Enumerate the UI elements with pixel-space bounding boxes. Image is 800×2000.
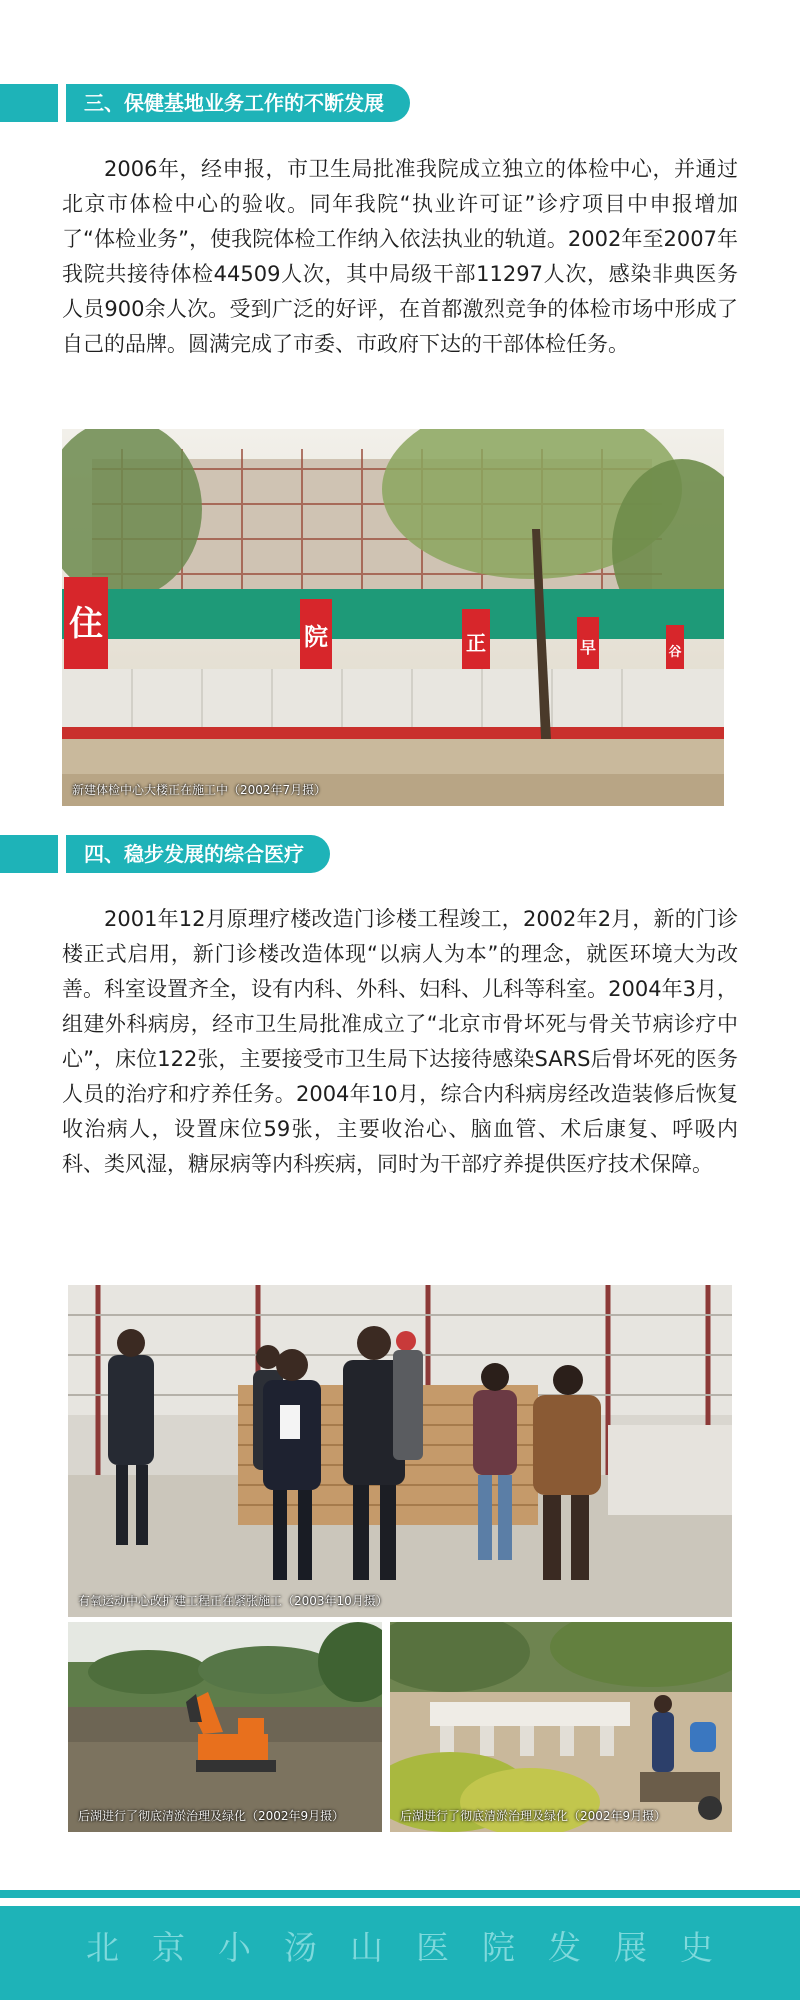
lake-greening-photo <box>390 1622 732 1832</box>
inspection-photo-caption: 有氧运动中心改扩建工程正在紧张施工（2003年10月摄） <box>78 1594 388 1608</box>
section-3-title: 三、保健基地业务工作的不断发展 <box>66 84 410 122</box>
inspection-photo <box>68 1285 732 1617</box>
section-3-header <box>0 84 476 122</box>
lake-greening-photo-caption: 后湖进行了彻底清淤治理及绿化（2002年9月摄） <box>400 1809 667 1823</box>
banner-char-5: 谷 <box>668 645 682 660</box>
section-4-paragraph <box>62 902 738 1182</box>
section-3-text: 2006年，经申报，市卫生局批准我院成立独立的体检中心，并通过北京市体检中心的验收。同年我院“执业许可证”诊疗项目中申报增加了“体检业务”，使我院体检工作纳入依法执业的轨道。2002年至2007年我院共接待体检44509人次，其中局级干部11297人次，感染非典医务人员900余人次。受到广泛的好评，在首都激烈竞争的体检市场中形成了自己的品牌。圆满完成了市委、市政府下达的干部体检任务。 <box>62 157 738 356</box>
section-4-header <box>0 835 476 873</box>
footer-divider <box>0 1890 800 1898</box>
banner-char-2: 院 <box>304 623 328 651</box>
section-4-title: 四、稳步发展的综合医疗 <box>66 835 330 873</box>
section-3-paragraph <box>62 152 738 362</box>
section-4-text: 2001年12月原理疗楼改造门诊楼工程竣工，2002年2月，新的门诊楼正式启用，新门诊楼改造体现“以病人为本”的理念，就医环境大为改善。科室设置齐全，设有内科、外科、妇科、儿科等科室。2004年3月，组建外科病房，经市卫生局批准成立了“北京市骨坏死与骨关节病诊疗中心”，床位122张，主要接受市卫生局下达接待感染SARS后骨坏死的医务人员的治疗和疗养任务。2004年10月，综合内科病房经改造装修后恢复收治病人，设置床位59张，主要收治心、脑血管、术后康复、呼吸内科、类风湿，糖尿病等内科疾病，同时为干部疗养提供医疗技术保障。 <box>62 907 738 1176</box>
construction-photo <box>62 429 724 806</box>
section-4-accent-bar <box>0 835 58 873</box>
section-3-accent-bar <box>0 84 58 122</box>
construction-photo-caption: 新建体检中心大楼正在施工中（2002年7月摄） <box>72 783 327 797</box>
banner-char-3: 正 <box>466 631 486 655</box>
footer-title: 北京小汤山医院发展史 <box>86 1928 746 1967</box>
banner-char-4: 早 <box>579 638 597 657</box>
banner-char-1: 住 <box>69 604 103 644</box>
lake-dredging-photo-caption: 后湖进行了彻底清淤治理及绿化（2002年9月摄） <box>78 1809 345 1823</box>
lake-dredging-photo <box>68 1622 382 1832</box>
